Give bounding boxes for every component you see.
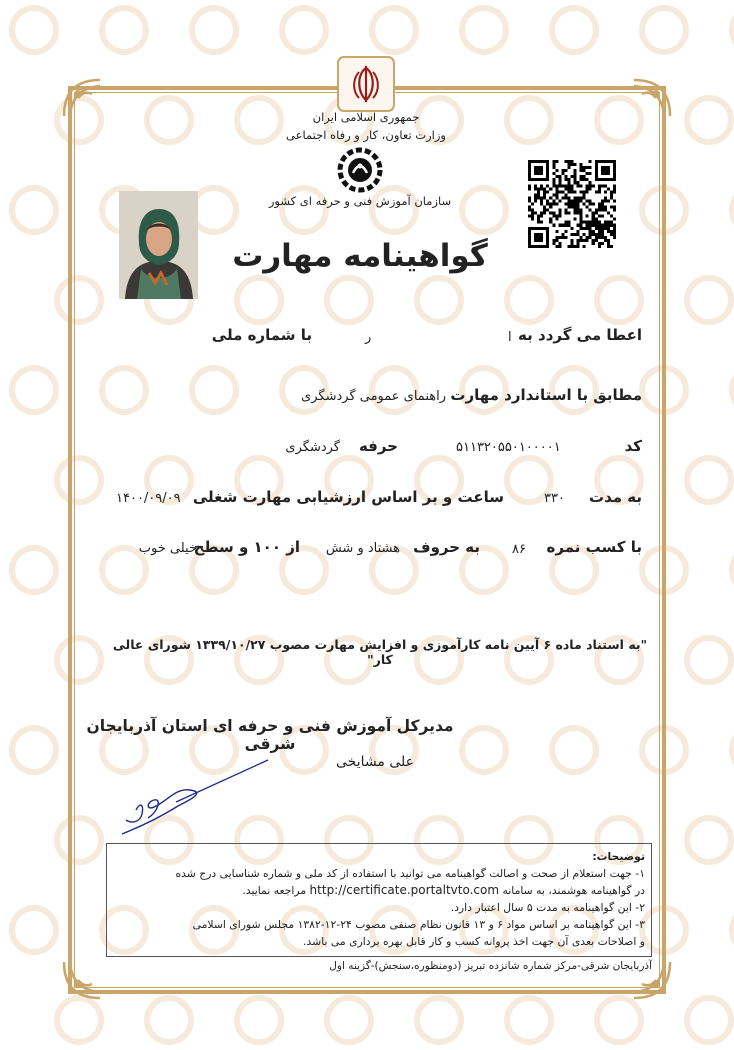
watermark-mark (12, 8, 56, 52)
national-id-label: با شماره ملی (211, 326, 312, 344)
watermark-mark (12, 728, 56, 772)
national-emblem-icon (337, 56, 395, 112)
center-footer: آذربایجان شرقی-مرکز شماره شانزده تبریز (دومنظوره،سنجش)-گزینه اول (329, 960, 652, 972)
watermark-mark (282, 8, 326, 52)
standard-value: راهنمای عمومی گردشگری (301, 389, 446, 404)
watermark-mark (12, 548, 56, 592)
craft-label: حرفه (358, 437, 398, 455)
note-line-2-start: در گواهینامه هوشمند، به سامانه (502, 884, 645, 897)
watermark-mark (372, 8, 416, 52)
watermark-mark (507, 998, 551, 1042)
watermark-mark (12, 368, 56, 412)
corner-ornament-top-right (630, 76, 674, 120)
duration-label: به مدت (589, 488, 642, 506)
code-label: کد (624, 437, 642, 455)
certificate-title: گواهینامه مهارت (232, 238, 488, 274)
watermark-mark (237, 998, 281, 1042)
watermark-mark (552, 8, 596, 52)
watermark-mark (327, 998, 371, 1042)
watermark-mark (687, 98, 731, 142)
qr-code (528, 160, 616, 248)
corner-ornament-bottom-left (60, 958, 104, 1002)
watermark-mark (597, 998, 641, 1042)
watermark-mark (687, 638, 731, 682)
watermark-mark (642, 8, 686, 52)
code-value: ۵۱۱۳۲۰۵۵۰۱۰۰۰۰۱ (456, 440, 561, 455)
corner-ornament-top-left (60, 76, 104, 120)
organization-name: سازمان آموزش فنی و حرفه ای کشور (268, 194, 452, 208)
note-line-4: ۳- این گواهینامه بر اساس مواد ۶ و ۱۳ قانون نظام صنفی مصوب ۲۴-۱۲-۱۳۸۲ مجلس شورای اسلامی (192, 918, 645, 931)
note-line-3: ۲- این گواهینامه به مدت ۵ سال اعتبار دارد. (450, 901, 645, 914)
watermark-mark (102, 8, 146, 52)
in-words-label: به حروف (413, 538, 480, 556)
hours-evaluation-label: ساعت و بر اساس ارزشیابی مهارت شغلی (192, 488, 504, 506)
level-value: خیلی خوب (138, 541, 197, 556)
issue-date-value: ۱۴۰۰/۰۹/۰۹ (116, 491, 181, 506)
watermark-mark (192, 8, 236, 52)
watermark-mark (12, 188, 56, 232)
in-words-value: هشتاد و شش (325, 541, 400, 556)
watermark-mark (687, 998, 731, 1042)
awarded-label: اعطا می گردد به (518, 326, 642, 344)
note-line-2-end: مراجعه نمایید. (242, 884, 307, 897)
watermark-mark (687, 818, 731, 862)
note-line-2 (113, 882, 645, 899)
notes-box (106, 843, 652, 957)
score-label: با کسب نمره (546, 538, 642, 556)
watermark-mark (462, 8, 506, 52)
craft-value: گردشگری (285, 440, 340, 455)
of-level-label: از ۱۰۰ و سطح (193, 538, 300, 556)
country-name: جمهوری اسلامی ایران (312, 110, 420, 124)
watermark-mark (12, 908, 56, 952)
duration-value: ۳۳۰ (544, 491, 565, 506)
note-line-1: ۱- جهت استعلام از صحت و اصالت گواهینامه می توانید با استفاده از کد ملی و شماره شناسایی درج شده (175, 867, 645, 880)
holder-photo (119, 191, 198, 299)
signatory-name: علی مشایخی (336, 754, 414, 770)
holder-name-value: ا (508, 330, 512, 345)
certificate-url-link[interactable]: http://certificate.portaltvto.com (309, 883, 500, 897)
watermark-mark (687, 278, 731, 322)
watermark-mark (147, 998, 191, 1042)
watermark-mark (57, 998, 101, 1042)
notes-title: توضیحات: (592, 850, 645, 863)
holder-father-value: ر (365, 330, 372, 345)
watermark-mark (417, 998, 461, 1042)
ministry-name: وزارت تعاون، کار و رفاه اجتماعی (286, 128, 446, 142)
score-value: ۸۶ (512, 542, 526, 557)
tvto-logo-icon (337, 147, 383, 193)
watermark-mark (687, 458, 731, 502)
legal-basis: "به استناد ماده ۶ آیین نامه کارآموزی و افزایش مهارت مصوب ۱۳۳۹/۱۰/۲۷ شورای عالی کار" (112, 637, 648, 667)
standard-label: مطابق با استاندارد مهارت (450, 386, 642, 404)
note-line-5: و اصلاحات بعدی آن جهت اخذ پروانه کسب و کار قابل بهره برداری می باشد. (303, 935, 645, 948)
signature (118, 756, 274, 840)
signatory-position: مدیرکل آموزش فنی و حرفه ای استان آذربایجان شرقی (86, 717, 454, 753)
